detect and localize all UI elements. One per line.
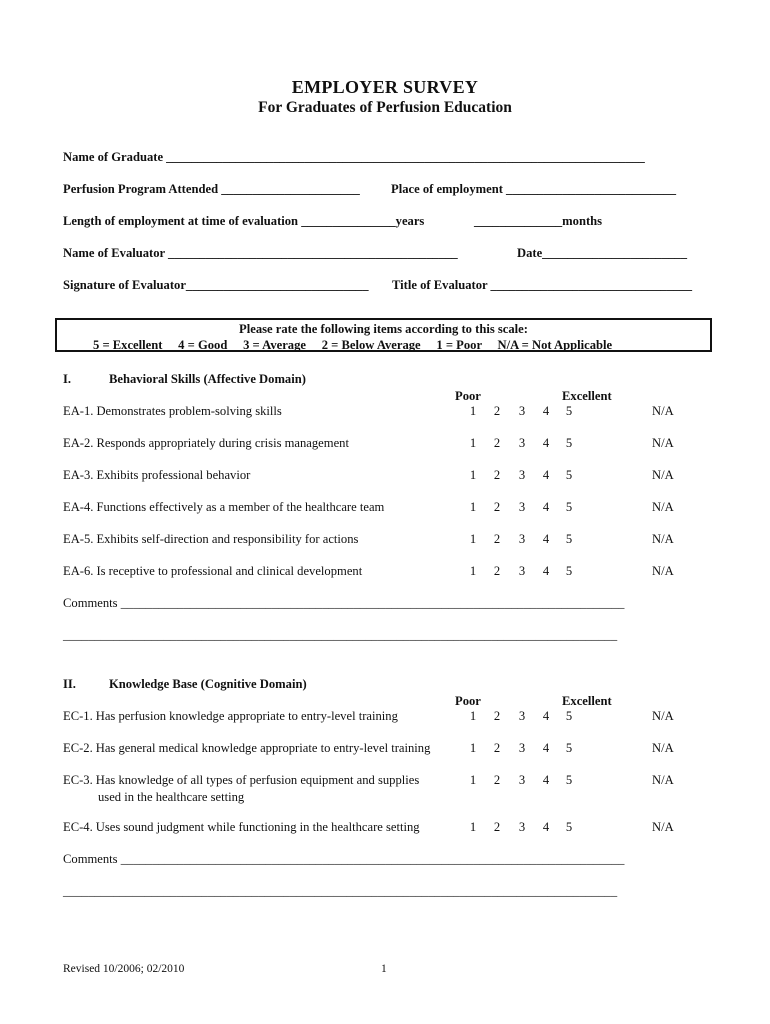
item-code: EC-1.: [63, 709, 93, 723]
not-applicable-option[interactable]: N/A: [652, 404, 674, 418]
rating-option[interactable]: 3: [518, 468, 526, 482]
not-applicable-option[interactable]: N/A: [652, 532, 674, 546]
rating-option[interactable]: 4: [542, 709, 550, 723]
rating-option[interactable]: 5: [565, 709, 573, 723]
graduate-name-field[interactable]: Name of Graduate ____________________________________________________________________________: [63, 150, 645, 164]
scale-heading: Please rate the following items according to this scale:: [239, 322, 528, 336]
poor-label: Poor: [455, 389, 481, 403]
item-text: Is receptive to professional and clinical development: [96, 564, 363, 578]
poor-label: Poor: [455, 694, 481, 708]
rating-option[interactable]: 2: [493, 468, 501, 482]
rating-option[interactable]: 3: [518, 741, 526, 755]
section-number: II.: [63, 677, 76, 691]
rating-option[interactable]: 5: [565, 741, 573, 755]
rating-option[interactable]: 2: [493, 532, 501, 546]
excellent-label: Excellent: [562, 694, 612, 708]
rating-option[interactable]: 4: [542, 404, 550, 418]
rating-option[interactable]: 4: [542, 564, 550, 578]
rating-option[interactable]: 3: [518, 820, 526, 834]
rating-option[interactable]: 1: [469, 404, 477, 418]
page-number: 1: [381, 963, 387, 975]
rating-option[interactable]: 2: [493, 564, 501, 578]
rating-option[interactable]: 5: [565, 500, 573, 514]
item-code: EA-1.: [63, 404, 94, 418]
rating-option[interactable]: 4: [542, 532, 550, 546]
item-code: EA-6.: [63, 564, 94, 578]
rating-option[interactable]: 2: [493, 820, 501, 834]
rating-option[interactable]: 4: [542, 500, 550, 514]
rating-option[interactable]: 1: [469, 773, 477, 787]
item-text: Responds appropriately during crisis management: [96, 436, 349, 450]
not-applicable-option[interactable]: N/A: [652, 436, 674, 450]
rating-option[interactable]: 5: [565, 404, 573, 418]
item-text-continued: used in the healthcare setting: [98, 790, 245, 804]
program-attended-field[interactable]: Perfusion Program Attended ______________________: [63, 182, 360, 196]
item-text: Demonstrates problem-solving skills: [96, 404, 282, 418]
page-title: EMPLOYER SURVEY: [291, 77, 479, 97]
date-field[interactable]: Date_______________________: [517, 246, 688, 260]
rating-option[interactable]: 5: [565, 468, 573, 482]
rating-option[interactable]: 5: [565, 773, 573, 787]
not-applicable-option[interactable]: N/A: [652, 500, 674, 514]
rating-option[interactable]: 3: [518, 404, 526, 418]
rating-option[interactable]: 3: [518, 500, 526, 514]
item-code: EA-2.: [63, 436, 94, 450]
rating-option[interactable]: 1: [469, 709, 477, 723]
item-text: Exhibits professional behavior: [96, 468, 251, 482]
item-code: EA-3.: [63, 468, 94, 482]
rating-option[interactable]: 1: [469, 820, 477, 834]
evaluator-title-field[interactable]: Title of Evaluator ________________________________: [392, 278, 693, 292]
rating-option[interactable]: 3: [518, 773, 526, 787]
evaluator-signature-field[interactable]: Signature of Evaluator_____________________________: [63, 278, 369, 292]
item-code: EC-2.: [63, 741, 93, 755]
rating-option[interactable]: 2: [493, 773, 501, 787]
comments-field[interactable]: Comments ________________________________________________________________________________: [63, 852, 625, 866]
rating-option[interactable]: 4: [542, 741, 550, 755]
rating-option[interactable]: 3: [518, 532, 526, 546]
item-code: EA-4.: [63, 500, 94, 514]
rating-option[interactable]: 5: [565, 532, 573, 546]
rating-option[interactable]: 2: [493, 436, 501, 450]
not-applicable-option[interactable]: N/A: [652, 741, 674, 755]
rating-option[interactable]: 1: [469, 532, 477, 546]
rating-option[interactable]: 4: [542, 820, 550, 834]
scale-legend: 5 = Excellent 4 = Good 3 = Average 2 = Below Average 1 = Poor N/A = Not Applicable: [93, 338, 613, 352]
rating-option[interactable]: 1: [469, 500, 477, 514]
item-code: EC-4.: [63, 820, 93, 834]
rating-option[interactable]: 4: [542, 436, 550, 450]
rating-option[interactable]: 4: [542, 773, 550, 787]
item-text: Uses sound judgment while functioning in the healthcare setting: [95, 820, 420, 834]
employment-length-months-field[interactable]: ______________months: [474, 214, 603, 228]
not-applicable-option[interactable]: N/A: [652, 709, 674, 723]
rating-option[interactable]: 5: [565, 564, 573, 578]
rating-option[interactable]: 3: [518, 564, 526, 578]
not-applicable-option[interactable]: N/A: [652, 773, 674, 787]
rating-option[interactable]: 3: [518, 709, 526, 723]
item-text: Has perfusion knowledge appropriate to entry-level training: [95, 709, 398, 723]
item-code: EC-3.: [63, 773, 93, 787]
excellent-label: Excellent: [562, 389, 612, 403]
evaluator-name-field[interactable]: Name of Evaluator ______________________________________________: [63, 246, 458, 260]
rating-option[interactable]: 1: [469, 436, 477, 450]
revision-note: Revised 10/2006; 02/2010: [63, 963, 185, 975]
comments-line[interactable]: ________________________________________________________________________________________: [63, 628, 618, 642]
employment-length-years-field[interactable]: Length of employment at time of evaluation _______________years: [63, 214, 425, 228]
item-code: EA-5.: [63, 532, 94, 546]
item-text: Has general medical knowledge appropriate to entry-level training: [95, 741, 431, 755]
rating-option[interactable]: 2: [493, 500, 501, 514]
rating-option[interactable]: 5: [565, 820, 573, 834]
rating-scale-box: [55, 318, 712, 352]
comments-line[interactable]: ________________________________________________________________________________________: [63, 884, 618, 898]
rating-option[interactable]: 5: [565, 436, 573, 450]
place-of-employment-field[interactable]: Place of employment ___________________________: [391, 182, 677, 196]
not-applicable-option[interactable]: N/A: [652, 564, 674, 578]
rating-option[interactable]: 2: [493, 404, 501, 418]
section-title: Behavioral Skills (Affective Domain): [109, 372, 306, 386]
item-text: Exhibits self-direction and responsibility for actions: [96, 532, 359, 546]
rating-option[interactable]: 2: [493, 741, 501, 755]
item-text: Has knowledge of all types of perfusion equipment and supplies: [95, 773, 420, 787]
item-text: Functions effectively as a member of the healthcare team: [96, 500, 385, 514]
rating-option[interactable]: 1: [469, 564, 477, 578]
rating-option[interactable]: 2: [493, 709, 501, 723]
rating-option[interactable]: 3: [518, 436, 526, 450]
rating-option[interactable]: 1: [469, 468, 477, 482]
not-applicable-option[interactable]: N/A: [652, 468, 674, 482]
section-title: Knowledge Base (Cognitive Domain): [109, 677, 307, 691]
page-subtitle: For Graduates of Perfusion Education: [258, 99, 512, 116]
comments-field[interactable]: Comments ________________________________________________________________________________: [63, 596, 625, 610]
rating-option[interactable]: 4: [542, 468, 550, 482]
not-applicable-option[interactable]: N/A: [652, 820, 674, 834]
rating-option[interactable]: 1: [469, 741, 477, 755]
section-number: I.: [63, 372, 72, 386]
